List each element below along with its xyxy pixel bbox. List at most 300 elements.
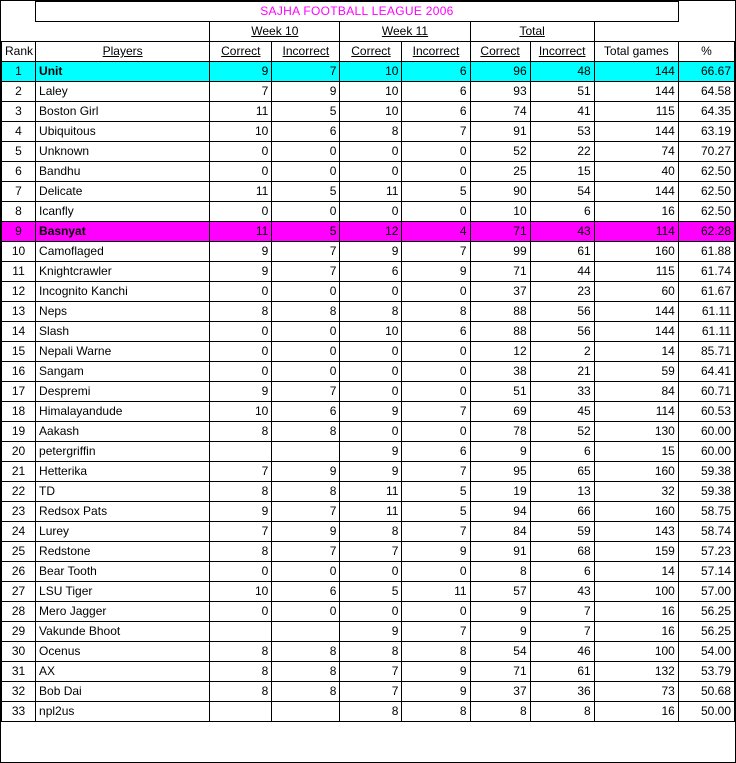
cell-player: Redstone [36,542,210,562]
cell-total-games: 32 [594,482,678,502]
cell-percent: 64.58 [678,82,734,102]
cell-w10-incorrect [272,702,340,722]
cell-total-correct: 95 [470,462,530,482]
group-header-total: Total [470,22,594,42]
table-row[interactable] [2,522,735,542]
cell-w10-correct: 0 [210,162,272,182]
cell-total-correct: 71 [470,222,530,242]
cell-w11-correct: 0 [340,162,402,182]
cell-total-correct: 19 [470,482,530,502]
cell-percent: 54.00 [678,642,734,662]
cell-total-games: 144 [594,182,678,202]
cell-w11-correct: 9 [340,402,402,422]
cell-rank: 28 [2,602,36,622]
cell-total-incorrect: 61 [530,242,594,262]
cell-w11-incorrect: 6 [402,442,470,462]
cell-player: Bob Dai [36,682,210,702]
table-row[interactable] [2,122,735,142]
table-row[interactable] [2,322,735,342]
cell-total-games: 73 [594,682,678,702]
cell-w11-incorrect: 5 [402,482,470,502]
cell-w10-correct [210,442,272,462]
cell-w10-correct: 0 [210,142,272,162]
cell-w10-incorrect: 0 [272,142,340,162]
cell-w10-incorrect: 0 [272,562,340,582]
table-row[interactable] [2,702,735,722]
cell-percent: 61.11 [678,302,734,322]
cell-percent: 85.71 [678,342,734,362]
cell-percent: 64.41 [678,362,734,382]
cell-w10-correct: 9 [210,262,272,282]
cell-rank: 5 [2,142,36,162]
cell-w11-correct: 0 [340,382,402,402]
cell-w10-correct: 8 [210,482,272,502]
cell-player: Knightcrawler [36,262,210,282]
cell-percent: 53.79 [678,662,734,682]
cell-percent: 60.00 [678,422,734,442]
cell-w10-incorrect: 5 [272,102,340,122]
table-row[interactable] [2,162,735,182]
cell-total-games: 160 [594,502,678,522]
cell-total-correct: 96 [470,62,530,82]
cell-w11-incorrect: 5 [402,502,470,522]
group-header-week11: Week 11 [340,22,470,42]
cell-total-correct: 37 [470,682,530,702]
cell-w11-incorrect: 9 [402,662,470,682]
cell-w11-incorrect: 7 [402,242,470,262]
cell-rank: 21 [2,462,36,482]
cell-percent: 60.71 [678,382,734,402]
cell-w10-correct: 9 [210,242,272,262]
cell-total-correct: 54 [470,642,530,662]
cell-percent: 59.38 [678,482,734,502]
cell-w11-incorrect: 6 [402,322,470,342]
cell-total-incorrect: 68 [530,542,594,562]
cell-player: Incognito Kanchi [36,282,210,302]
cell-total-incorrect: 7 [530,622,594,642]
cell-total-incorrect: 15 [530,162,594,182]
cell-total-games: 14 [594,342,678,362]
table-row[interactable] [2,282,735,302]
cell-w11-incorrect: 8 [402,702,470,722]
cell-total-incorrect: 56 [530,322,594,342]
cell-total-correct: 91 [470,122,530,142]
page-title: SAJHA FOOTBALL LEAGUE 2006 [36,2,679,22]
cell-rank: 8 [2,202,36,222]
table-row[interactable] [2,642,735,662]
cell-w11-incorrect: 9 [402,262,470,282]
column-header-w11-correct: Correct [340,42,402,62]
column-header-w10-incorrect: Incorrect [272,42,340,62]
cell-w11-incorrect: 0 [402,562,470,582]
cell-total-games: 16 [594,202,678,222]
cell-total-correct: 90 [470,182,530,202]
cell-w11-incorrect: 0 [402,602,470,622]
cell-w10-incorrect: 0 [272,202,340,222]
cell-rank: 11 [2,262,36,282]
column-header-w11-incorrect: Incorrect [402,42,470,62]
cell-w11-correct: 11 [340,482,402,502]
cell-w11-incorrect: 4 [402,222,470,242]
league-standings-table [1,1,735,722]
table-row[interactable] [2,562,735,582]
cell-rank: 17 [2,382,36,402]
cell-total-games: 16 [594,702,678,722]
cell-total-incorrect: 43 [530,582,594,602]
cell-total-games: 84 [594,382,678,402]
cell-w11-correct: 0 [340,282,402,302]
cell-w11-incorrect: 0 [402,202,470,222]
cell-player: Camoflaged [36,242,210,262]
cell-w11-incorrect: 0 [402,342,470,362]
table-header [2,2,735,62]
cell-total-incorrect: 46 [530,642,594,662]
column-header-percent: % [678,42,734,62]
cell-total-games: 114 [594,402,678,422]
cell-w10-incorrect: 8 [272,662,340,682]
cell-total-correct: 94 [470,502,530,522]
cell-w11-incorrect: 7 [402,462,470,482]
table-row[interactable] [2,202,735,222]
cell-w11-correct: 5 [340,582,402,602]
cell-total-correct: 51 [470,382,530,402]
table-row[interactable] [2,502,735,522]
cell-player: Redsox Pats [36,502,210,522]
cell-player: Ubiquitous [36,122,210,142]
cell-total-incorrect: 33 [530,382,594,402]
cell-w10-correct: 0 [210,362,272,382]
cell-w11-correct: 10 [340,62,402,82]
cell-w11-incorrect: 7 [402,622,470,642]
cell-rank: 7 [2,182,36,202]
cell-total-incorrect: 21 [530,362,594,382]
cell-total-correct: 9 [470,602,530,622]
cell-total-games: 16 [594,602,678,622]
cell-w10-correct [210,622,272,642]
cell-w10-incorrect: 6 [272,122,340,142]
cell-player: Laley [36,82,210,102]
cell-percent: 62.50 [678,182,734,202]
cell-total-games: 130 [594,422,678,442]
cell-player: LSU Tiger [36,582,210,602]
cell-player: Sangam [36,362,210,382]
cell-total-games: 144 [594,302,678,322]
cell-w10-correct: 0 [210,602,272,622]
cell-percent: 57.23 [678,542,734,562]
title-spacer-right [678,2,734,22]
cell-total-correct: 99 [470,242,530,262]
cell-w11-correct: 9 [340,242,402,262]
cell-w10-incorrect: 9 [272,522,340,542]
cell-w11-incorrect: 6 [402,62,470,82]
cell-w10-correct: 0 [210,562,272,582]
cell-total-correct: 38 [470,362,530,382]
cell-total-correct: 91 [470,542,530,562]
group-blank-rank [2,22,36,42]
table-row[interactable] [2,142,735,162]
cell-player: Unit [36,62,210,82]
table-row[interactable] [2,402,735,422]
cell-total-games: 144 [594,322,678,342]
table-row[interactable] [2,362,735,382]
cell-rank: 18 [2,402,36,422]
cell-w10-correct: 10 [210,582,272,602]
cell-w10-correct: 9 [210,62,272,82]
cell-rank: 6 [2,162,36,182]
cell-w11-correct: 0 [340,602,402,622]
cell-rank: 15 [2,342,36,362]
table-row[interactable] [2,62,735,82]
cell-total-incorrect: 43 [530,222,594,242]
cell-total-correct: 9 [470,442,530,462]
cell-total-games: 115 [594,262,678,282]
cell-w11-correct: 0 [340,562,402,582]
cell-total-incorrect: 23 [530,282,594,302]
cell-w11-incorrect: 8 [402,642,470,662]
cell-total-correct: 9 [470,622,530,642]
table-row[interactable] [2,82,735,102]
cell-percent: 56.25 [678,622,734,642]
cell-w11-correct: 8 [340,522,402,542]
cell-total-games: 14 [594,562,678,582]
cell-w10-incorrect: 7 [272,62,340,82]
cell-total-games: 132 [594,662,678,682]
cell-percent: 70.27 [678,142,734,162]
title-row [2,2,735,22]
table-row[interactable] [2,442,735,462]
cell-w11-incorrect: 0 [402,362,470,382]
group-blank-players [36,22,210,42]
cell-percent: 59.38 [678,462,734,482]
cell-w11-incorrect: 7 [402,402,470,422]
cell-w10-correct: 8 [210,682,272,702]
cell-player: Unknown [36,142,210,162]
table-row[interactable] [2,422,735,442]
cell-w10-correct: 7 [210,82,272,102]
cell-w11-incorrect: 6 [402,102,470,122]
cell-player: Hetterika [36,462,210,482]
cell-player: Icanfly [36,202,210,222]
cell-player: TD [36,482,210,502]
cell-w10-correct: 0 [210,342,272,362]
cell-total-games: 160 [594,242,678,262]
cell-w11-correct: 7 [340,542,402,562]
cell-rank: 9 [2,222,36,242]
cell-rank: 26 [2,562,36,582]
cell-percent: 61.11 [678,322,734,342]
cell-w11-correct: 11 [340,182,402,202]
cell-w11-correct: 6 [340,262,402,282]
cell-w10-correct: 11 [210,182,272,202]
cell-total-incorrect: 7 [530,602,594,622]
cell-total-correct: 71 [470,662,530,682]
cell-w11-correct: 0 [340,422,402,442]
cell-w10-incorrect: 8 [272,642,340,662]
cell-rank: 12 [2,282,36,302]
table-row[interactable] [2,182,735,202]
cell-rank: 20 [2,442,36,462]
cell-total-correct: 12 [470,342,530,362]
cell-w10-correct: 0 [210,282,272,302]
cell-w10-correct: 8 [210,422,272,442]
cell-total-incorrect: 56 [530,302,594,322]
cell-player: Slash [36,322,210,342]
cell-w11-correct: 9 [340,442,402,462]
cell-w11-incorrect: 6 [402,82,470,102]
table-row[interactable] [2,342,735,362]
cell-percent: 56.25 [678,602,734,622]
cell-total-correct: 37 [470,282,530,302]
cell-w11-correct: 8 [340,122,402,142]
cell-w11-correct: 10 [340,102,402,122]
cell-w10-incorrect: 6 [272,582,340,602]
cell-total-incorrect: 61 [530,662,594,682]
cell-total-correct: 52 [470,142,530,162]
cell-player: Vakunde Bhoot [36,622,210,642]
cell-percent: 58.74 [678,522,734,542]
cell-total-incorrect: 53 [530,122,594,142]
cell-w10-correct: 9 [210,502,272,522]
cell-total-incorrect: 36 [530,682,594,702]
cell-rank: 13 [2,302,36,322]
column-header-w10-correct: Correct [210,42,272,62]
cell-w11-correct: 0 [340,202,402,222]
cell-total-games: 115 [594,102,678,122]
cell-w11-correct: 11 [340,502,402,522]
table-row[interactable] [2,462,735,482]
cell-w11-incorrect: 9 [402,542,470,562]
cell-percent: 57.00 [678,582,734,602]
cell-w10-correct: 10 [210,122,272,142]
cell-total-games: 114 [594,222,678,242]
cell-total-incorrect: 44 [530,262,594,282]
table-row[interactable] [2,682,735,702]
cell-total-incorrect: 22 [530,142,594,162]
cell-w10-incorrect: 7 [272,382,340,402]
cell-player: Despremi [36,382,210,402]
cell-w10-incorrect: 5 [272,182,340,202]
cell-w10-incorrect: 0 [272,362,340,382]
cell-total-incorrect: 65 [530,462,594,482]
cell-percent: 63.19 [678,122,734,142]
cell-total-correct: 8 [470,702,530,722]
cell-rank: 24 [2,522,36,542]
cell-player: petergriffin [36,442,210,462]
table-row[interactable] [2,662,735,682]
cell-total-incorrect: 48 [530,62,594,82]
cell-total-incorrect: 6 [530,202,594,222]
cell-w11-incorrect: 0 [402,142,470,162]
cell-total-correct: 88 [470,322,530,342]
cell-total-incorrect: 6 [530,562,594,582]
cell-w11-incorrect: 0 [402,422,470,442]
cell-w10-correct: 11 [210,102,272,122]
table-row[interactable] [2,582,735,602]
cell-w11-correct: 8 [340,642,402,662]
cell-total-games: 16 [594,622,678,642]
cell-w11-correct: 9 [340,462,402,482]
cell-total-games: 74 [594,142,678,162]
cell-w10-correct: 11 [210,222,272,242]
cell-total-correct: 74 [470,102,530,122]
cell-rank: 25 [2,542,36,562]
cell-player: Ocenus [36,642,210,662]
cell-w10-incorrect: 9 [272,82,340,102]
cell-w11-incorrect: 11 [402,582,470,602]
cell-w11-incorrect: 7 [402,522,470,542]
table-row[interactable] [2,222,735,242]
cell-total-incorrect: 59 [530,522,594,542]
cell-total-correct: 69 [470,402,530,422]
cell-w10-correct: 0 [210,322,272,342]
cell-w11-correct: 10 [340,82,402,102]
table-row[interactable] [2,302,735,322]
cell-rank: 3 [2,102,36,122]
cell-w10-incorrect: 7 [272,542,340,562]
cell-w10-correct: 10 [210,402,272,422]
cell-rank: 23 [2,502,36,522]
cell-player: Bear Tooth [36,562,210,582]
cell-rank: 30 [2,642,36,662]
cell-w11-correct: 9 [340,622,402,642]
cell-w10-incorrect: 8 [272,482,340,502]
column-header-total-incorrect: Incorrect [530,42,594,62]
cell-w10-incorrect: 5 [272,222,340,242]
cell-total-correct: 10 [470,202,530,222]
cell-player: AX [36,662,210,682]
cell-w10-incorrect: 0 [272,322,340,342]
cell-total-games: 144 [594,82,678,102]
cell-total-games: 144 [594,122,678,142]
cell-w11-correct: 12 [340,222,402,242]
cell-percent: 60.00 [678,442,734,462]
cell-total-correct: 71 [470,262,530,282]
cell-rank: 27 [2,582,36,602]
cell-w10-correct: 9 [210,382,272,402]
cell-w11-incorrect: 0 [402,282,470,302]
cell-w10-incorrect [272,622,340,642]
cell-w10-incorrect: 0 [272,602,340,622]
cell-percent: 50.68 [678,682,734,702]
column-header-total-games: Total games [594,42,678,62]
cell-w10-incorrect: 0 [272,342,340,362]
cell-w11-incorrect: 0 [402,162,470,182]
table-row[interactable] [2,622,735,642]
group-blank-total-games [594,22,678,42]
cell-percent: 62.50 [678,202,734,222]
cell-rank: 14 [2,322,36,342]
table-row[interactable] [2,382,735,402]
cell-total-correct: 25 [470,162,530,182]
cell-percent: 61.88 [678,242,734,262]
cell-w10-correct: 8 [210,662,272,682]
cell-player: Boston Girl [36,102,210,122]
cell-w11-incorrect: 7 [402,122,470,142]
table-row[interactable] [2,262,735,282]
cell-percent: 60.53 [678,402,734,422]
table-row[interactable] [2,482,735,502]
cell-total-incorrect: 52 [530,422,594,442]
column-header-row [2,42,735,62]
table-row[interactable] [2,602,735,622]
cell-w11-correct: 10 [340,322,402,342]
table-row[interactable] [2,542,735,562]
column-header-total-correct: Correct [470,42,530,62]
table-row[interactable] [2,102,735,122]
cell-rank: 32 [2,682,36,702]
cell-total-games: 160 [594,462,678,482]
table-row[interactable] [2,242,735,262]
